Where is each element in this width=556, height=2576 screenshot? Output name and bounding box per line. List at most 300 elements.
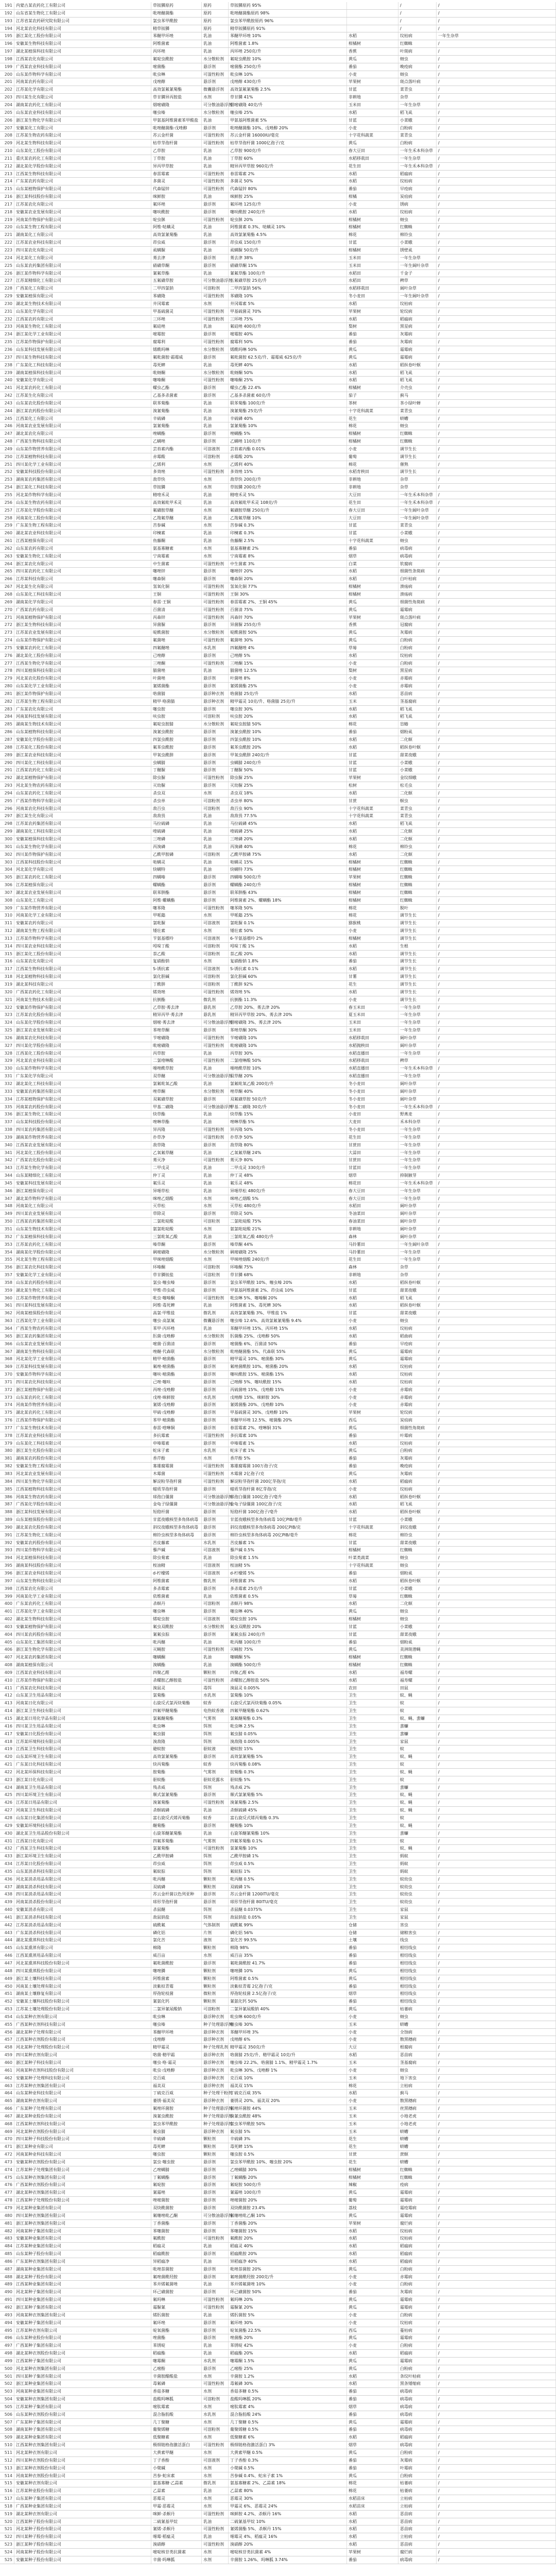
target-cell: 调节生长 <box>398 453 437 461</box>
remark-cell: / <box>437 1226 556 1233</box>
table-row <box>0 270 556 278</box>
row-number-cell: 205 <box>0 109 14 116</box>
active-ingredient-content-cell: 乙唑螨腈 30% <box>229 2166 347 2174</box>
formulation-cell: 乳油 <box>202 400 229 407</box>
product-name-cell: 球孢白僵菌 <box>151 1494 202 1501</box>
product-name-cell: 三唑酮 <box>151 660 202 667</box>
product-name-cell: 杀螺胺乙醇胺盐 <box>151 1677 202 1684</box>
product-name-cell: 马拉硫磷 <box>151 820 202 827</box>
formulation-cell: 颗粒剂 <box>202 1944 229 1952</box>
row-number-cell: 357 <box>0 1272 14 1279</box>
active-ingredient-content-cell: 苏云金杆菌 1200ITU/毫克 <box>229 1891 347 1898</box>
product-name-cell: 赤霉酸 <box>151 453 202 461</box>
company-name-cell: 江苏某生物农药有限公司 <box>14 132 151 139</box>
target-cell: 一年生杂草 <box>398 1164 437 1172</box>
active-ingredient-content-cell: 五氟磺草胺 25克/升 <box>229 277 347 284</box>
crop-cell: 夏玉米田 <box>347 1011 398 1019</box>
table-row <box>0 155 556 163</box>
formulation-cell: 蚊香 <box>202 1815 229 1822</box>
target-cell: 禾本科杂草 <box>398 1118 437 1126</box>
table-row <box>0 216 556 224</box>
row-number-cell: 328 <box>0 1050 14 1057</box>
formulation-cell: 可湿性粉剂 <box>202 1157 229 1164</box>
product-name-cell: 香芹酚 <box>151 1455 202 1462</box>
active-ingredient-content-cell: 氯氟吡氧乙酸 200克/升 <box>229 1080 347 1088</box>
crop-cell: 黄瓜 <box>347 1608 398 1615</box>
crop-cell: 甘蓝 <box>347 759 398 767</box>
row-number-cell: 212 <box>0 163 14 170</box>
row-number-cell: 467 <box>0 2113 14 2120</box>
table-row <box>0 109 556 117</box>
remark-cell: / <box>437 1960 556 1967</box>
row-number-cell: 292 <box>0 774 14 782</box>
company-name-cell: 山东某农药化工有限公司 <box>14 790 151 797</box>
formulation-cell: 悬浮种衣剂 <box>202 2013 229 2021</box>
company-name-cell: 湖南某植保有限公司 <box>14 1662 151 1669</box>
target-cell: 蚊幼虫 <box>398 1891 437 1898</box>
table-row <box>0 1944 556 1952</box>
product-name-cell: 斜纹夜蛾核型多角体病毒 <box>151 1524 202 1531</box>
remark-cell: / <box>437 499 556 506</box>
active-ingredient-content-cell: 杀螟硫磷 45% <box>229 1807 347 1814</box>
table-row <box>0 614 556 622</box>
target-cell: 一年生杂草 <box>398 1073 437 1080</box>
target-cell: 蔗螟 <box>398 2151 437 2158</box>
remark-cell: / <box>437 1371 556 1378</box>
product-name-cell: 双炔酰菌胺 <box>151 2205 202 2212</box>
remark-cell: / <box>437 377 556 384</box>
product-name-cell: 噻霉酮 <box>151 2358 202 2365</box>
formulation-cell: 饵剂 <box>202 1784 229 1791</box>
active-ingredient-content-cell: 硫酰氟 99% <box>229 1922 347 1929</box>
product-name-cell: 啶酰菌胺 <box>151 629 202 636</box>
active-ingredient-content-cell: 双炔酰菌胺 23.4% <box>229 2205 347 2212</box>
crop-cell: 水稻 <box>347 790 398 797</box>
crop-cell: 冬小麦田 <box>347 1126 398 1133</box>
formulation-cell: 可湿性粉剂 <box>202 140 229 147</box>
row-number-cell: 288 <box>0 744 14 751</box>
formulation-cell: 乳油 <box>202 48 229 55</box>
company-name-cell: 湖北某农药化工有限公司 <box>14 1409 151 1416</box>
table-row <box>0 1233 556 1241</box>
company-name-cell: 广西某种业集团有限公司 <box>14 2503 151 2510</box>
active-ingredient-content-cell: 多菌灵 50% <box>229 178 347 185</box>
formulation-cell: 悬浮剂 <box>202 652 229 659</box>
table-row <box>0 338 556 346</box>
active-ingredient-content-cell: 四氯虫酰胺 10% <box>229 736 347 743</box>
remark-cell: / <box>437 171 556 178</box>
table-row <box>0 1723 556 1731</box>
target-cell: 介壳虫 <box>398 384 437 392</box>
active-ingredient-content-cell: 高效氯氰菊酯 4.5% <box>229 231 347 239</box>
table-row <box>0 2189 556 2197</box>
active-ingredient-content-cell: 虱螨脲 50克/升 <box>229 247 347 254</box>
product-name-cell: 藜芦碱 <box>151 1547 202 1554</box>
product-name-cell: 扑草净 <box>151 1134 202 1141</box>
crop-cell: 冬油菜田 <box>347 1210 398 1217</box>
product-name-cell: 肟菌·戊唑醇 <box>151 1333 202 1340</box>
active-ingredient-content-cell: 杀螺胺乙醇胺盐 50% <box>229 1677 347 1684</box>
product-name-cell: 氟唑菌酰羟胺 <box>151 2274 202 2281</box>
active-ingredient-content-cell: 印楝素 0.3% <box>229 530 347 537</box>
active-ingredient-content-cell: 双硫磷 1% <box>229 1884 347 1891</box>
table-row <box>0 1118 556 1126</box>
active-ingredient-content-cell: 杀鼠醚 0.0375% <box>229 1906 347 1913</box>
product-name-cell: 苯甲·丙环唑 <box>151 1325 202 1332</box>
formulation-cell: 种子处理悬浮剂 <box>202 2021 229 2028</box>
formulation-cell: 乳油 <box>202 1654 229 1661</box>
table-row <box>0 1960 556 1968</box>
product-name-cell: 低聚糖素 <box>151 2434 202 2441</box>
table-row <box>0 476 556 484</box>
table-row <box>0 1463 556 1470</box>
active-ingredient-content-cell: 辛硫磷 40% <box>229 415 347 422</box>
row-number-cell: 389 <box>0 1516 14 1523</box>
remark-cell: / <box>437 1968 556 1975</box>
row-number-cell: 359 <box>0 1287 14 1294</box>
formulation-cell: 悬浮剂 <box>202 744 229 751</box>
target-cell: 一年生禾本科杂草 <box>398 499 437 506</box>
remark-cell: / <box>437 667 556 674</box>
active-ingredient-content-cell: 多抗霉素 10% <box>229 1432 347 1439</box>
company-name-cell: 山东某生物科技有限公司 <box>14 1578 151 1585</box>
target-cell: 阔叶杂草 <box>398 1096 437 1103</box>
remark-cell: 一年生杂草 <box>437 32 556 40</box>
active-ingredient-content-cell: 咯菌腈 25克/升、精甲霜灵 10克/升 <box>229 2052 347 2059</box>
table-row <box>0 690 556 698</box>
company-name-cell: 江苏某作物保护有限公司 <box>14 338 151 346</box>
row-number-cell: 309 <box>0 905 14 912</box>
formulation-cell: 颗粒剂 <box>202 1876 229 1883</box>
active-ingredient-content-cell: 异噁草松 480克/升 <box>229 1188 347 1195</box>
row-number-cell: 463 <box>0 2082 14 2090</box>
formulation-cell: 可湿性粉剂 <box>202 1042 229 1049</box>
remark-cell: / <box>437 2533 556 2540</box>
company-name-cell: 江苏某生化有限公司 <box>14 392 151 399</box>
row-number-cell: 480 <box>0 2212 14 2219</box>
company-name-cell: 湖北某化学股份有限公司 <box>14 163 151 170</box>
active-ingredient-content-cell: 氯虫苯甲酰胺原药 96% <box>229 18 347 25</box>
formulation-cell: 气雾剂 <box>202 1769 229 1776</box>
active-ingredient-content-cell: 吡唑醚菌酯 10%、戊唑醇 20% <box>229 125 347 132</box>
row-number-cell: 340 <box>0 1142 14 1149</box>
row-number-cell: 394 <box>0 1554 14 1562</box>
remark-cell: / <box>437 2556 556 2564</box>
remark-cell: / <box>437 1570 556 1577</box>
formulation-cell: 可湿性粉剂 <box>202 132 229 139</box>
target-cell: 一年生杂草 <box>398 1134 437 1141</box>
target-cell: 蜚蠊 <box>398 1723 437 1730</box>
remark-cell: / <box>437 1700 556 1707</box>
table-row <box>0 1876 556 1884</box>
remark-cell: / <box>437 109 556 116</box>
target-cell: 赤霉病 <box>398 675 437 682</box>
table-row <box>0 185 556 193</box>
crop-cell: 水稻 <box>347 2350 398 2357</box>
company-name-cell: 江西某农化有限公司 <box>14 1585 151 1592</box>
product-name-cell: 氯吡脲 <box>151 920 202 927</box>
active-ingredient-content-cell: 大黄素甲醚 0.5% <box>229 2449 347 2456</box>
crop-cell: 黄瓜 <box>347 2006 398 2013</box>
table-row <box>0 2472 556 2480</box>
row-number-cell: 433 <box>0 1853 14 1860</box>
company-name-cell: 四川某农业科技有限公司 <box>14 943 151 950</box>
remark-cell: / <box>437 1631 556 1638</box>
formulation-cell: 可湿性粉剂 <box>202 591 229 598</box>
formulation-cell: 悬浮剂 <box>202 2174 229 2181</box>
target-cell: 白粉病 <box>398 645 437 652</box>
company-name-cell: 江苏某环境科技有限公司 <box>14 1738 151 1745</box>
active-ingredient-content-cell: 戊唑醇 6% <box>229 2036 347 2043</box>
company-name-cell: 湖南某化工科技有限公司 <box>14 828 151 835</box>
crop-cell: 黄瓜 <box>347 2365 398 2372</box>
product-name-cell: 异噁草松 <box>151 1188 202 1195</box>
product-name-cell: 稻瘟酰胺 <box>151 2250 202 2258</box>
formulation-cell: 可湿性粉剂 <box>202 637 229 644</box>
active-ingredient-content-cell: 氟虫双酰胺 20% <box>229 1623 347 1631</box>
product-name-cell: 丙环唑 <box>151 48 202 55</box>
company-name-cell: 江苏某植物保护有限公司 <box>14 1096 151 1103</box>
row-number-cell: 427 <box>0 1807 14 1814</box>
product-name-cell: 丙草胺 <box>151 1050 202 1057</box>
product-name-cell: 吡虫·噻嗪酮 <box>151 1295 202 1302</box>
formulation-cell: 悬浮剂 <box>202 1355 229 1363</box>
product-name-cell: 异丙隆 <box>151 1126 202 1133</box>
remark-cell: / <box>437 1723 556 1730</box>
company-name-cell: 江苏某化学有限公司 <box>14 86 151 93</box>
target-cell: 红蜘蛛 <box>398 1654 437 1661</box>
target-cell: 白粉病 <box>398 2365 437 2372</box>
product-name-cell: 高效氯氰菊酯 <box>151 231 202 239</box>
crop-cell: 番茄 <box>347 2411 398 2418</box>
company-name-cell: 山东某农化股份有限公司 <box>14 400 151 407</box>
target-cell: 稻瘟病 <box>398 2258 437 2265</box>
product-name-cell: 烯肟菌胺 <box>151 2312 202 2319</box>
active-ingredient-content-cell: 氟硅唑 400克/升 <box>229 323 347 330</box>
row-number-cell: 305 <box>0 874 14 881</box>
crop-cell: 水稻 <box>347 1371 398 1378</box>
active-ingredient-content-cell: 解淀粉芽孢杆菌 200亿芽孢/克 <box>229 1478 347 1485</box>
active-ingredient-content-cell: 稻瘟酯 20% <box>229 2350 347 2357</box>
formulation-cell: 乳油 <box>202 1164 229 1172</box>
row-number-cell: 250 <box>0 453 14 461</box>
remark-cell: / <box>437 2174 556 2181</box>
product-name-cell: 噻唑锌 <box>151 568 202 575</box>
formulation-cell: 悬浮剂 <box>202 1241 229 1248</box>
company-name-cell: 江西某农药化工有限公司 <box>14 767 151 774</box>
target-cell: 调节生长 <box>398 965 437 973</box>
remark-cell: / <box>437 63 556 71</box>
row-number-cell: 419 <box>0 1745 14 1753</box>
target-cell: 霜霉病 <box>398 2358 437 2365</box>
row-number-cell: 431 <box>0 1838 14 1845</box>
formulation-cell: 乳油 <box>202 2533 229 2540</box>
active-ingredient-content-cell: 桉油精 5% <box>229 1562 347 1569</box>
active-ingredient-content-cell: 甲基硫菌灵 30%、戊唑醇 10% <box>229 1409 347 1416</box>
formulation-cell: 水分散粒剂 <box>202 1623 229 1631</box>
target-cell: 烟粉虱 <box>398 1639 437 1646</box>
row-number-cell: 515 <box>0 2480 14 2487</box>
table-row <box>0 621 556 629</box>
formulation-cell: 乳油 <box>202 1111 229 1118</box>
active-ingredient-content-cell: 杀虫单 80% <box>229 798 347 805</box>
crop-cell: 番茄 <box>347 2388 398 2395</box>
formulation-cell: 乳油 <box>202 415 229 422</box>
product-name-cell: 春雷·王铜 <box>151 599 202 606</box>
formulation-cell: 乳油 <box>202 40 229 47</box>
remark-cell: / <box>437 859 556 866</box>
formulation-cell: 水分散粒剂 <box>202 109 229 116</box>
company-name-cell: 安徽某种业集团有限公司 <box>14 2235 151 2242</box>
formulation-cell: 悬浮剂 <box>202 728 229 736</box>
table-row <box>0 1027 556 1035</box>
table-row <box>0 1295 556 1302</box>
product-name-cell: 嘧啶核苷类抗菌素 <box>151 2549 202 2556</box>
table-row <box>0 484 556 492</box>
target-cell: 稻飞虱 <box>398 1295 437 1302</box>
formulation-cell: 悬浮剂 <box>202 1608 229 1615</box>
formulation-cell: 可湿性粉剂 <box>202 2304 229 2311</box>
table-row <box>0 18 556 25</box>
target-cell: 蚊、蝇 <box>398 1791 437 1799</box>
row-number-cell: 225 <box>0 262 14 269</box>
table-row <box>0 905 556 912</box>
target-cell: 蚊 <box>398 1815 437 1822</box>
crop-cell: 水稻移栽田 <box>347 155 398 162</box>
active-ingredient-content-cell: 噻虫嗪 25% <box>229 109 347 116</box>
table-row <box>0 1776 556 1784</box>
table-row <box>0 277 556 285</box>
company-name-cell: 安徽某环境科技有限公司 <box>14 1822 151 1829</box>
company-name-cell: 江苏某农业科技有限公司 <box>14 1432 151 1439</box>
active-ingredient-content-cell: 噻嗪酮 25% <box>229 377 347 384</box>
remark-cell: / <box>437 1654 556 1661</box>
table-row <box>0 2365 556 2373</box>
crop-cell: 大豆田 <box>347 515 398 522</box>
crop-cell: 玉米 <box>347 2021 398 2028</box>
table-row <box>0 927 556 935</box>
target-cell: 蚊、蝇 <box>398 1807 437 1814</box>
row-number-cell: 409 <box>0 1669 14 1676</box>
formulation-cell: 原药 <box>202 25 229 32</box>
row-number-cell: 224 <box>0 255 14 262</box>
row-number-cell: 456 <box>0 2029 14 2036</box>
target-cell: 甜菜夜蛾 <box>398 1287 437 1294</box>
active-ingredient-content-cell: 螺螨酯 240克/升 <box>229 882 347 889</box>
active-ingredient-content-cell: 吡嘧磺隆 10% <box>229 1042 347 1049</box>
formulation-cell: 电热蚊香液 <box>202 1707 229 1715</box>
formulation-cell: 乳油 <box>202 2487 229 2495</box>
row-number-cell: 471 <box>0 2143 14 2150</box>
table-row <box>0 920 556 927</box>
product-name-cell: 二甲四氯钠 <box>151 285 202 292</box>
product-name-cell: 盐酸吗啉胍 <box>151 2396 202 2403</box>
row-number-cell: 450 <box>0 1983 14 1990</box>
formulation-cell: 可分散油悬浮剂 <box>202 1494 229 1501</box>
target-cell: 散黑穗病 <box>398 2036 437 2043</box>
row-number-cell: 488 <box>0 2274 14 2281</box>
row-number-cell: 370 <box>0 1371 14 1378</box>
target-cell: 茎基腐病 <box>398 2059 437 2066</box>
formulation-cell: 可溶粉剂 <box>202 973 229 980</box>
remark-cell: / <box>437 1470 556 1478</box>
crop-cell <box>347 18 398 25</box>
product-name-cell: 高氯·甲维盐 <box>151 1310 202 1317</box>
target-cell: 枯萎病 <box>398 2006 437 2013</box>
crop-cell: 柑橘树 <box>347 935 398 942</box>
company-name-cell: 浙江某种子股份有限公司 <box>14 2541 151 2548</box>
row-number-cell: 390 <box>0 1524 14 1531</box>
target-cell: 纹枯病 <box>398 1371 437 1378</box>
row-number-cell: 258 <box>0 515 14 522</box>
target-cell: 蚜虫 <box>398 1317 437 1325</box>
active-ingredient-content-cell: 苯磺隆 10% <box>229 293 347 300</box>
row-number-cell: 502 <box>0 2380 14 2387</box>
row-number-cell: 218 <box>0 209 14 216</box>
crop-cell <box>347 10 398 17</box>
crop-cell: 玉米田 <box>347 262 398 269</box>
active-ingredient-content-cell: 溴敌隆 0.005% <box>229 1738 347 1745</box>
formulation-cell: 可溶粉剂 <box>202 951 229 958</box>
product-name-cell: 丁香菌酯 <box>151 2220 202 2227</box>
remark-cell: / <box>437 912 556 919</box>
crop-cell: 小麦 <box>347 1317 398 1325</box>
crop-cell: 小麦 <box>347 201 398 208</box>
product-name-cell: 威百亩 <box>151 1952 202 1959</box>
row-number-cell: 435 <box>0 1868 14 1875</box>
remark-cell: / <box>437 2495 556 2502</box>
company-name-cell: 四川某作物保护有限公司 <box>14 851 151 858</box>
table-row <box>0 1669 556 1677</box>
product-name-cell: 噻虫·高氯氟 <box>151 1317 202 1325</box>
crop-cell: 水稻 <box>347 2090 398 2097</box>
active-ingredient-content-cell: 氟啶胺 500克/升 <box>229 2181 347 2189</box>
formulation-cell: 水剂 <box>202 300 229 308</box>
active-ingredient-content-cell: 氟蚁腙 1% <box>229 1868 347 1875</box>
product-name-cell: 唑啉草酯 <box>151 1118 202 1126</box>
crop-cell: 非耕地 <box>347 1272 398 1279</box>
table-row <box>0 1202 556 1210</box>
crop-cell: 番茄 <box>347 1463 398 1470</box>
table-row <box>0 384 556 392</box>
product-name-cell: 氟吡菌胺·霜霉威 <box>151 354 202 361</box>
remark-cell: / <box>437 2426 556 2433</box>
company-name-cell: 浙江某农业科技有限公司 <box>14 752 151 759</box>
formulation-cell: 水分散粒剂 <box>202 1333 229 1340</box>
active-ingredient-content-cell: 吡虫啉 30%、戊唑醇 1% <box>229 2067 347 2074</box>
row-number-cell: 483 <box>0 2235 14 2242</box>
table-row <box>0 2029 556 2037</box>
remark-cell: / <box>437 820 556 827</box>
remark-cell: / <box>437 1080 556 1088</box>
row-number-cell: 339 <box>0 1134 14 1141</box>
active-ingredient-content-cell: 二甲四氯钠 56% <box>229 285 347 292</box>
row-number-cell: 231 <box>0 308 14 315</box>
company-name-cell: 河南某化工股份有限公司 <box>14 515 151 522</box>
crop-cell: 棉花 <box>347 231 398 239</box>
product-name-cell: 辛硫磷 <box>151 415 202 422</box>
row-number-cell: 441 <box>0 1914 14 1921</box>
active-ingredient-content-cell: 乙嘧酚 25% <box>229 2365 347 2372</box>
formulation-cell: 悬浮剂 <box>202 2205 229 2212</box>
remark-cell: / <box>437 1164 556 1172</box>
product-name-cell: 乙氧氟草醚 <box>151 1149 202 1157</box>
crop-cell: 梨树 <box>347 323 398 330</box>
active-ingredient-content-cell: 唑草酮 40% <box>229 1088 347 1095</box>
row-number-cell: 401 <box>0 1608 14 1615</box>
target-cell: 细菌性条斑病 <box>398 568 437 575</box>
remark-cell: / <box>437 2258 556 2265</box>
